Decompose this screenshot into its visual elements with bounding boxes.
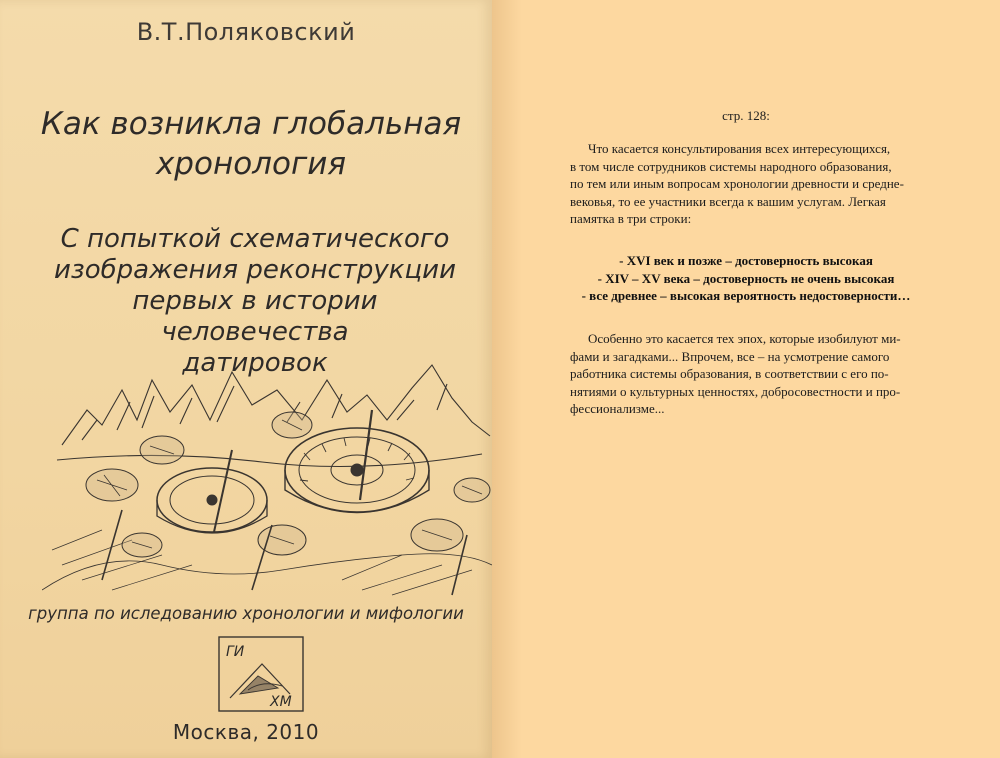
book-page <box>492 0 1000 758</box>
cover-subtitle-line: изображения реконструкции <box>54 255 456 285</box>
text-line: работника системы образования, в соответствии с его по- <box>570 366 889 381</box>
memo-line: - XVI век и позже – достоверность высокая <box>619 253 873 268</box>
text-line: по тем или иным вопросам хронологии древности и средне- <box>570 176 904 191</box>
text-line: Что касается консультирования всех интересующихся, <box>588 141 891 156</box>
cover-title-line: хронология <box>155 146 347 182</box>
cover-city-year: Москва, 2010 <box>172 720 320 744</box>
cover-author: В.Т.Поляковский <box>136 18 356 46</box>
cover-title <box>40 104 462 184</box>
cover-subtitle-line: С попыткой схематического <box>60 224 450 254</box>
text-line: нятиями о культурных ценностях, добросовестности и про- <box>570 383 901 399</box>
text-line: вековья, то ее участники всегда к вашим услугам. Легкая <box>570 193 886 209</box>
logo-bottom-letters: ХМ <box>270 694 292 710</box>
text-line: Особенно это касается тех эпох, которые изобилуют ми- <box>588 331 901 346</box>
cover-subtitle-line: датировок <box>182 348 328 378</box>
paragraph-epochs <box>570 330 952 418</box>
logo-top-letters: ГИ <box>226 644 245 660</box>
cover-title-line: Как возникла глобальная <box>40 106 462 142</box>
memo-line: - XIV – XV века – достоверность не очень высокая <box>597 270 895 286</box>
text-line: фессионализме... <box>570 401 665 416</box>
compass-arrow-logo-icon <box>218 636 304 712</box>
paragraph-consulting <box>570 140 952 228</box>
page-number: стр. 128: <box>722 108 770 123</box>
text-line: в том числе сотрудников системы народного образования, <box>570 158 892 174</box>
memo-line: - все древнее – высокая вероятность недостоверности… <box>581 288 911 303</box>
cover-group-name: группа по иследованию хронологии и мифологии <box>28 604 464 623</box>
book-cover <box>0 0 492 758</box>
text-line: памятка в три строки: <box>570 211 692 226</box>
sundial-etching-illustration <box>42 350 492 600</box>
cover-subtitle-line: первых в истории человечества <box>132 286 378 347</box>
memo-lines <box>492 252 1000 305</box>
text-line: фами и загадками... Впрочем, все – на усмотрение самого <box>570 348 890 364</box>
